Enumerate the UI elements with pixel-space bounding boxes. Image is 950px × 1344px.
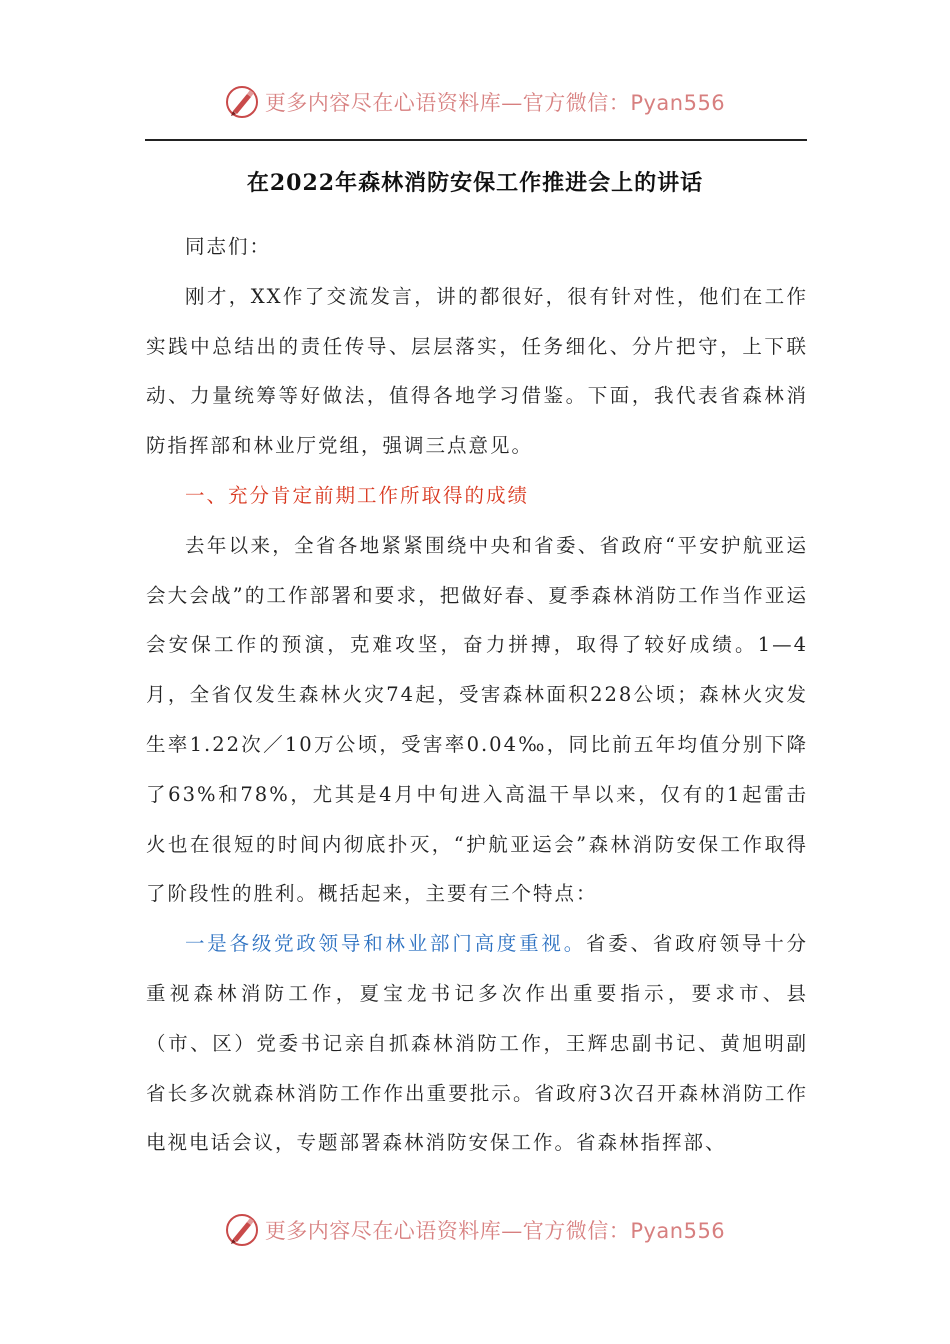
paragraph-achievements: 去年以来，全省各地紧紧围绕中央和省委、省政府“平安护航亚运会大会战”的工作部署和要求，把做好春、夏季森林消防工作当作亚运会安保工作的预演，克难攻坚，奋力拼搏，取得了较好成绩。1—4月，全省仅发生森林火灾74起，受害森林面积228公顷；森林火灾发生率1.22次／10万公顷，受害率0.04‰，同比前五年均值分别下降了63%和78%，尤其是4月中旬进入高温干旱以来，仅有的1起雷击火也在很短的时间内彻底扑灭，“护航亚运会”森林消防安保工作取得了阶段性的胜利。概括起来，主要有三个特点： [146,533,808,906]
header-wechat-id: Pyan556 [630,91,726,115]
paragraph-point-1 [146,919,808,1168]
header-banner-text: 更多内容尽在心语资料库—官方微信：Pyan556 [264,91,726,115]
document-body [146,222,808,1168]
header-rule [145,139,807,141]
paragraph-intro: 刚才，XX作了交流发言，讲的都很好，很有针对性，他们在工作实践中总结出的责任传导、层层落实，任务细化、分片把守，上下联动、力量统筹等好做法，值得各地学习借鉴。下面，我代表省森林消防指挥部和林业厅党组，强调三点意见。 [146,284,808,458]
pen-logo-icon [225,1213,259,1247]
footer-banner [0,1208,950,1252]
document-title: 在2022年森林消防安保工作推进会上的讲话 [246,170,704,196]
point-1-lead: 一是各级党政领导和林业部门高度重视。 [185,932,586,956]
footer-wechat-id: Pyan556 [630,1219,726,1243]
section-heading-1: 一、充分肯定前期工作所取得的成绩 [185,483,530,507]
pen-logo-icon [225,85,259,119]
point-1-body: 省委、省政府领导十分重视森林消防工作，夏宝龙书记多次作出重要指示，要求市、县（市、区）党委书记亲自抓森林消防工作，王辉忠副书记、黄旭明副省长多次就森林消防工作作出重要批示。省政府3次召开森林消防工作电视电话会议，专题部署森林消防安保工作。省森林指挥部、 [146,932,808,1155]
footer-banner-text: 更多内容尽在心语资料库—官方微信：Pyan556 [264,1219,726,1243]
salutation: 同志们： [185,235,272,258]
header-banner [0,80,950,124]
